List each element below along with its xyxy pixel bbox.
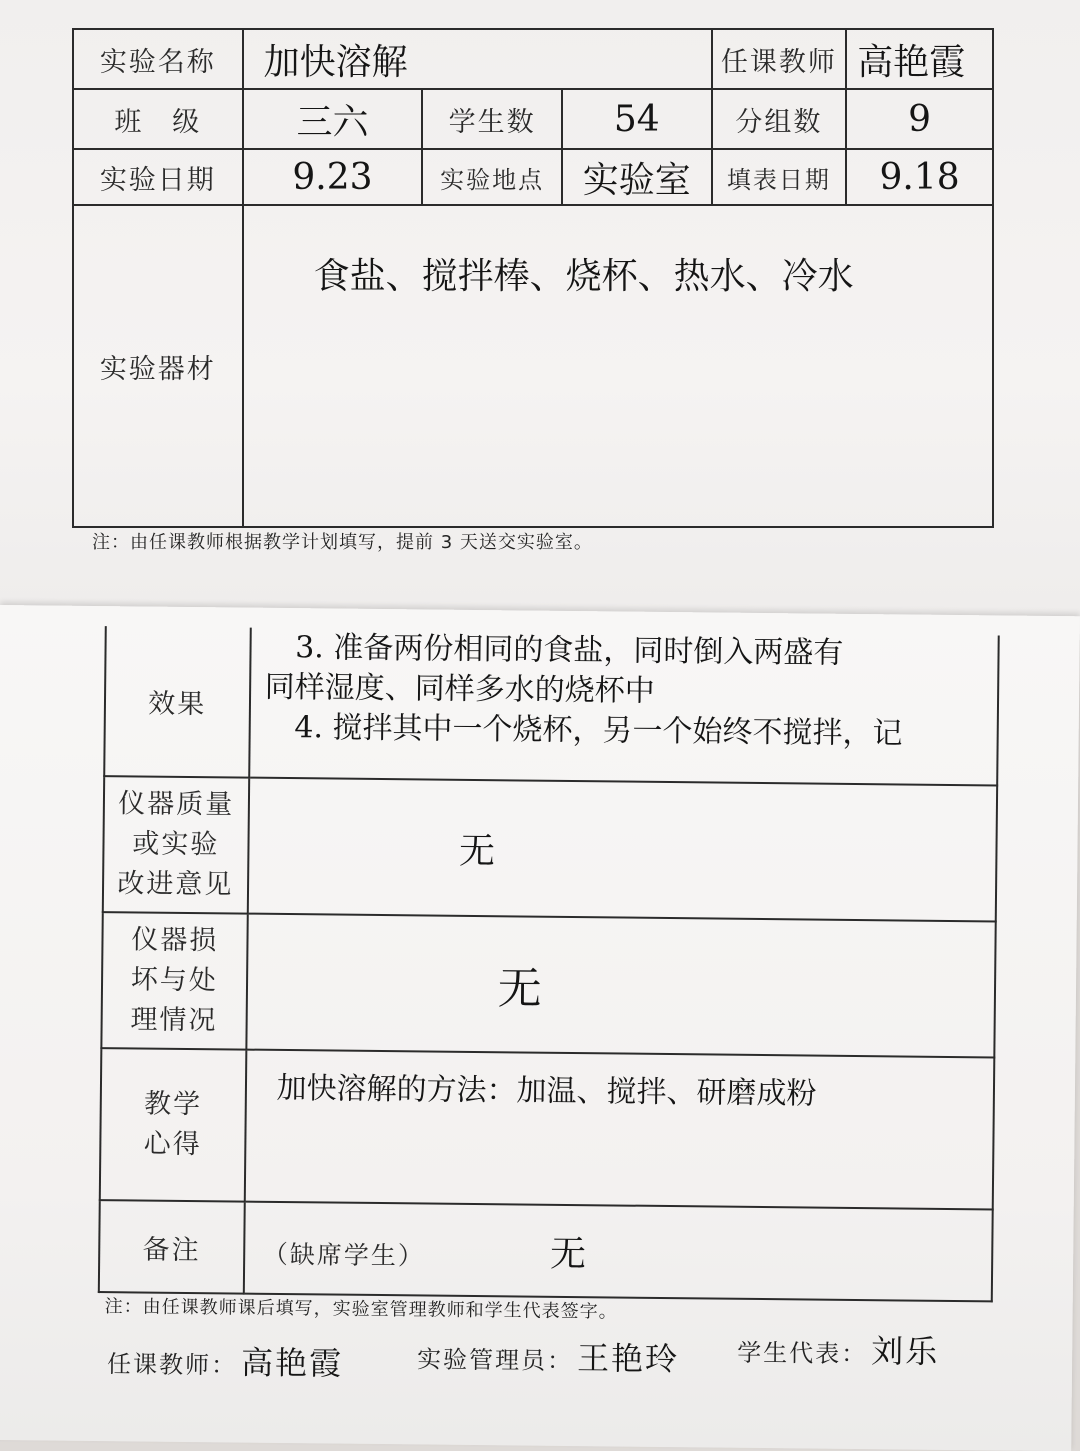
effect-line-3: 4. 搅拌其中一个烧杯，另一个始终不搅拌，记	[294, 710, 903, 752]
date-value: 9.23	[243, 149, 423, 205]
label-insight-line-1: 教学	[143, 1088, 203, 1121]
label-insight	[100, 1048, 246, 1202]
top-note: 注：由任课教师根据教学计划填写，提前 3 天送交实验室。	[92, 532, 593, 553]
effect-line-2: 同样湿度、同样多水的烧杯中	[264, 669, 655, 709]
damage-value: 无	[246, 914, 996, 1058]
effect-line-1: 3. 准备两份相同的食盐，同时倒入两盛有	[294, 630, 844, 671]
label-groups: 分组数	[712, 89, 847, 149]
experiment-name: 加快溶解	[243, 29, 712, 89]
signature-admin-label: 实验管理员：	[416, 1345, 574, 1376]
remark-prefix: （缺席学生）	[262, 1239, 425, 1270]
effect-cell	[249, 628, 999, 786]
label-date: 实验日期	[73, 149, 243, 205]
insight-value: 加快溶解的方法：加温、搅拌、研磨成粉	[276, 1070, 817, 1112]
label-effect: 效果	[104, 626, 250, 778]
signature-student-label: 学生代表：	[737, 1338, 868, 1369]
label-students: 学生数	[422, 89, 562, 149]
bottom-note: 注：由任课教师课后填写，实验室管理教师和学生代表签字。	[104, 1296, 618, 1323]
label-improve-line-2: 或实验	[132, 828, 220, 861]
label-improve-line-1: 仪器质量	[118, 788, 235, 821]
label-teacher: 任课教师	[712, 29, 847, 89]
label-equipment: 实验器材	[73, 205, 243, 527]
insight-cell	[244, 1050, 994, 1210]
signature-student	[737, 1325, 939, 1373]
signature-admin	[417, 1331, 679, 1380]
label-fill-date: 填表日期	[712, 149, 847, 205]
equipment-value: 食盐、搅拌棒、烧杯、热水、冷水	[313, 256, 854, 297]
fill-date-value: 9.18	[846, 149, 993, 205]
place-value: 实验室	[562, 149, 712, 205]
signature-teacher-name: 高艳霞	[240, 1343, 344, 1383]
groups-value: 9	[846, 89, 993, 149]
signature-teacher-label: 任课教师：	[106, 1350, 238, 1380]
label-damage	[101, 912, 247, 1050]
label-class: 班 级	[73, 89, 243, 149]
label-damage-line-3: 理情况	[130, 1004, 218, 1037]
top-sheet	[0, 0, 1080, 640]
label-damage-line-2: 坏与处	[130, 964, 219, 997]
label-experiment-name: 实验名称	[73, 29, 243, 89]
improve-value: 无	[247, 778, 997, 922]
signature-student-name: 刘乐	[871, 1332, 940, 1371]
signature-teacher	[107, 1336, 343, 1384]
class-value: 三六	[243, 89, 423, 149]
students-value: 54	[562, 89, 712, 149]
remark-value: 无	[549, 1233, 587, 1275]
label-insight-line-2: 心得	[143, 1128, 202, 1161]
label-improve-line-3: 改进意见	[117, 868, 234, 901]
label-damage-line-1: 仪器损	[131, 924, 219, 957]
label-remark: 备注	[99, 1200, 245, 1294]
remark-cell	[243, 1202, 992, 1302]
signature-admin-name: 王艳玲	[576, 1339, 680, 1379]
equipment-cell	[243, 205, 993, 527]
experiment-plan-table	[72, 28, 994, 528]
bottom-sheet	[0, 605, 1080, 1451]
label-improve	[103, 776, 249, 914]
label-place: 实验地点	[422, 149, 562, 205]
teacher-name: 高艳霞	[846, 29, 993, 89]
experiment-report-table	[98, 626, 1000, 1302]
